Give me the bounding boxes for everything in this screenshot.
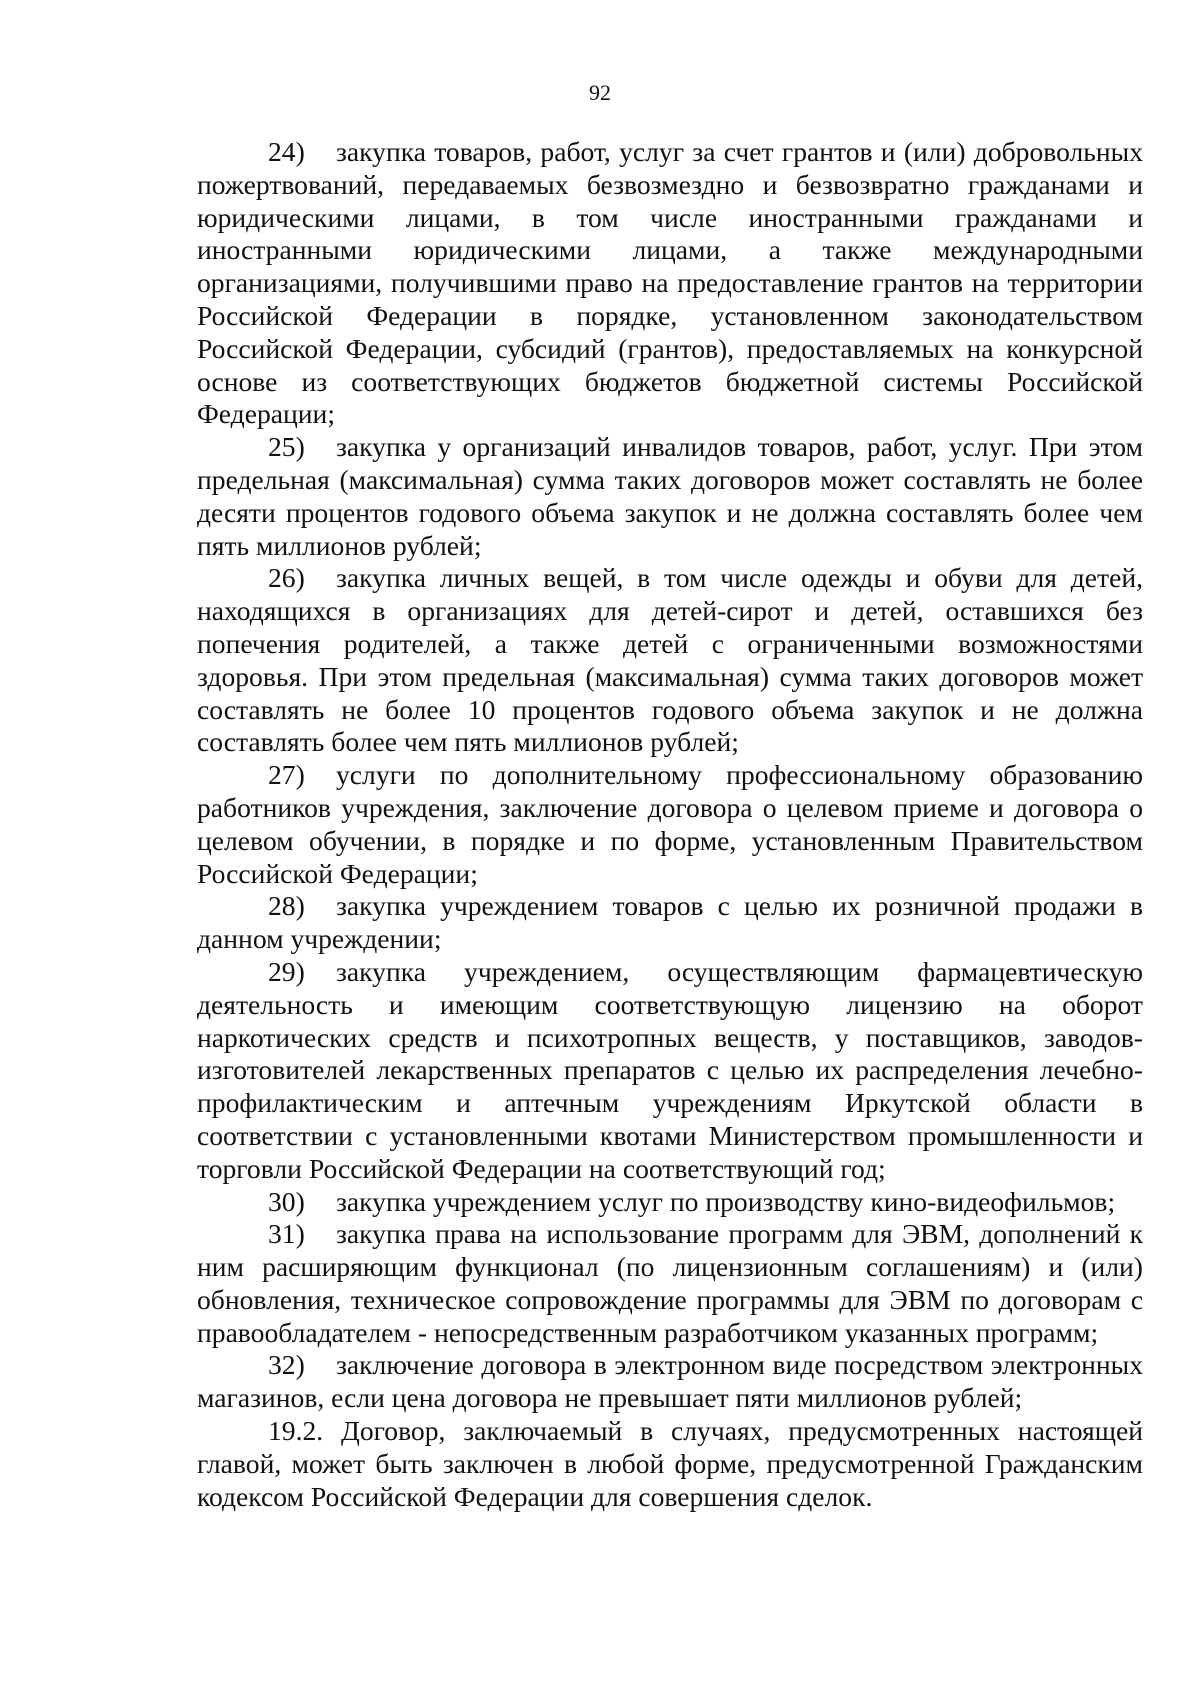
list-item-25 — [197, 431, 1143, 562]
item-text: закупка товаров, работ, услуг за счет грантов и (или) добровольных пожертвований, передаваемых безвозмездно и безвозвратно гражданами и юридическими лицами, в том числе иностранными гражданами и иностранными юридическими лицами, а также международными организациями, получившими право на предоставление грантов на территории Российской Федерации в порядке, установленном законодательством Российской Федерации, субсидий (грантов), предоставляемых на конкурсной основе из соответствующих бюджетов бюджетной системы Российской Федерации; — [197, 136, 1143, 430]
item-number: 25) — [268, 431, 305, 463]
list-item-31 — [197, 1218, 1143, 1349]
list-item-24 — [197, 136, 1143, 431]
item-text: закупка у организаций инвалидов товаров, работ, услуг. При этом предельная (максимальная) сумма таких договоров может составлять не более десяти процентов годового объема закупок и не должна составлять более чем пять миллионов рублей; — [197, 431, 1143, 561]
item-text: закупка личных вещей, в том числе одежды и обуви для детей, находящихся в организациях для детей-сирот и детей, оставшихся без попечения родителей, а также детей с ограниченными возможностями здоровья. При этом предельная (максимальная) сумма таких договоров может составлять не более 10 процентов годового объема закупок и не должна составлять более чем пять миллионов рублей; — [197, 562, 1143, 758]
item-number: 28) — [268, 890, 305, 922]
item-text: услуги по дополнительному профессиональному образованию работников учреждения, заключение договора о целевом приеме и договора о целевом обучении, в порядке и по форме, установленным Правительством Российской Федерации; — [197, 759, 1143, 889]
item-text: закупка учреждением услуг по производству кино-видеофильмов; — [336, 1185, 1116, 1217]
list-item-27 — [197, 759, 1143, 890]
item-number: 30) — [268, 1185, 305, 1217]
list-item-28 — [197, 890, 1143, 956]
list-item-26 — [197, 562, 1143, 759]
document-body — [197, 136, 1143, 1513]
item-text: закупка учреждением товаров с целью их розничной продажи в данном учреждении; — [197, 890, 1143, 955]
item-number: 31) — [268, 1218, 305, 1250]
closing-paragraph: 19.2. Договор, заключаемый в случаях, предусмотренных настоящей главой, может быть заключен в любой форме, предусмотренной Гражданским кодексом Российской Федерации для совершения сделок. — [197, 1415, 1143, 1512]
item-text: закупка учреждением, осуществляющим фармацевтическую деятельность и имеющим соответствующую лицензию на оборот наркотических средств и психотропных веществ, у поставщиков, заводов-изготовителей лекарственных препаратов с целью их распределения лечебно-профилактическим и аптечным учреждениям Иркутской области в соответствии с установленными квотами Министерством промышленности и торговли Российской Федерации на соответствующий год; — [197, 955, 1143, 1184]
page-number: 92 — [589, 80, 611, 105]
item-text: закупка права на использование программ для ЭВМ, дополнений к ним расширяющим функционал (по лицензионным соглашениям) и (или) обновления, техническое сопровождение программы для ЭВМ по договорам с правообладателем - непосредственным разработчиком указанных программ; — [197, 1218, 1143, 1348]
list-item-32 — [197, 1349, 1143, 1415]
item-number: 24) — [268, 136, 305, 167]
item-text: заключение договора в электронном виде посредством электронных магазинов, если цена договора не превышает пяти миллионов рублей; — [197, 1349, 1143, 1414]
list-item-30 — [197, 1186, 1143, 1219]
item-number: 32) — [268, 1349, 305, 1381]
item-number: 29) — [268, 955, 305, 987]
list-item-29 — [197, 956, 1143, 1186]
item-number: 27) — [268, 759, 305, 791]
item-number: 26) — [268, 562, 305, 594]
